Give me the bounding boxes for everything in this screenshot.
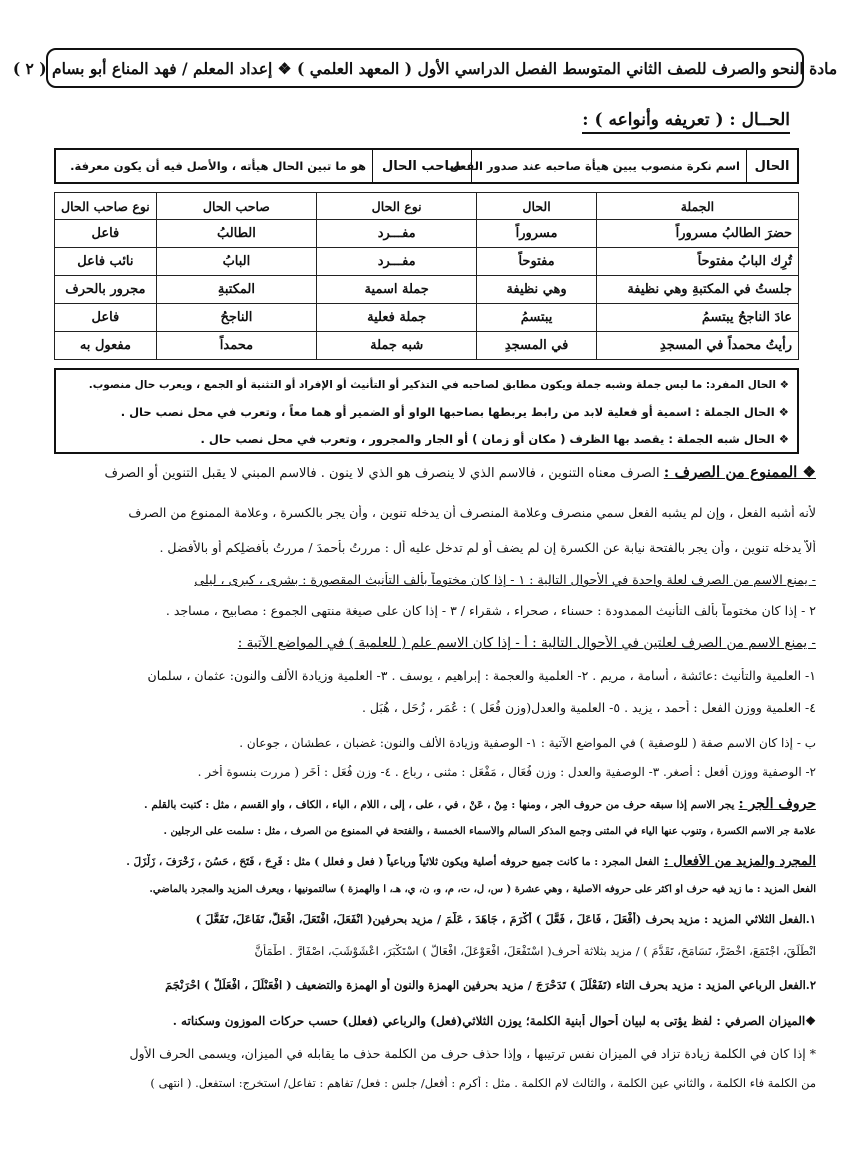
paragraph-line: ٢- الوصفية ووزن أفعل : أصغر. ٣- الوصفية والعدل : وزن فُعَال ، مَفْعَل : مثنى ، رباع . ٤- وزن فُعَل : أُخَر ( مررت بنسوة أخر . (197, 765, 816, 779)
table-cell: مفـــرد (317, 248, 477, 276)
table-cell: مسروراً (477, 220, 597, 248)
definition-box (54, 148, 799, 184)
line-text: يجر الاسم إذا سبقه حرف من حروف الجر ، ومنها : مِنْ ، عَنْ ، في ، على ، إلى ، اللام ، الباء ، الكاف ، واو القسم ، مثل : كتبت بالقلم . (144, 799, 735, 811)
paragraph-line: * إذا كان في الكلمة زيادة تزاد في الميزان نفس ترتيبها ، وإذا حذف حرف من الكلمة حذف ما يقابله في الميزان، ويسمى الحرف الأول (129, 1046, 816, 1061)
paragraph-line: علامة جر الاسم الكسرة ، وتنوب عنها الياء في المثنى وجمع المذكر السالم والأسماء الخمسة ، والفتحة في الممنوع من الصرف ، مثل : سلمت على الرجلين . (163, 826, 816, 837)
table-cell: عادَ الناجحُ يبتسمُ (596, 304, 798, 332)
col-header: نوع الحال (317, 193, 477, 220)
document-header (12, 48, 838, 88)
sahib-definition: هو ما تبين الحال هيأته ، والأصل فيه أن يكون معرفة. (70, 159, 366, 173)
table-cell: شبه جملة (317, 332, 477, 360)
mujarrad-heading: المجرد والمزيد من الأفعال : (663, 854, 816, 869)
table-row (55, 248, 799, 276)
line-text: الصرف معناه التنوين ، فالاسم الذي لا ينصرف هو الذي لا ينون . فالاسم المبني لا يقبل التنوين أو الصرف (104, 466, 660, 481)
table-cell: المكتبةِ (156, 276, 316, 304)
huruf-heading: حروف الجر : (738, 796, 816, 812)
table-cell: رأيتُ محمداً في المسجدِ (596, 332, 798, 360)
table-cell: الطالبُ (156, 220, 316, 248)
paragraph-line: ١.الفعل الثلاثي المزيد : مزيد بحرف (أَفْعَلَ ، فَاعَلَ ، فَعَّلَ ) أَكْرَمَ ، جَاهَدَ ، عَلَّمَ / مزيد بحرفين( انْفَعَلَ، افْتَعَلَ، افْعَلَّ، تَفَاعَلَ، تَفَعَّلَ ) (195, 912, 816, 926)
table-cell: في المسجدِ (477, 332, 597, 360)
col-header: نوع صاحب الحال (55, 193, 157, 220)
line-text: الفعل المجرد : ما كانت جميع حروفه أصلية ويكون ثلاثياً ورباعياً ( فعل و فعلل ) مثل : فَرِحَ ، فَتَحَ ، حَسُنَ ، زَخْرَفَ ، زَلْزَلَ . (126, 856, 660, 868)
paragraph-line (26, 463, 816, 481)
table-row (55, 220, 799, 248)
table-row (55, 332, 799, 360)
mamnu-heading: ❖ الممنوع من الصرف : (663, 463, 816, 481)
paragraph-line (26, 854, 816, 869)
table-cell: فاعل (55, 220, 157, 248)
paragraph-line: ٢ - إذا كان مختوماً بألف التأنيث الممدودة : حسناء ، صحراء ، شقراء / ٣ - إذا كان على صيغة منتهى الجموع : مصابيح ، مساجد . (165, 603, 816, 618)
table-cell: الناجحُ (156, 304, 316, 332)
table-cell: جلستُ في المكتبةِ وهي نظيفة (596, 276, 798, 304)
table-header-row (55, 193, 799, 220)
paragraph-line: ب - إذا كان الاسم صفة ( للوصفية ) في المواضع الآتية : ١- الوصفية وزيادة الألف والنون: غضبان ، عطشان ، جوعان . (239, 736, 816, 750)
hal-types-notes (54, 368, 799, 454)
paragraph-line: لأنه أشبه الفعل ، وإن لم يشبه الفعل سمي منصرف وعلامة المنصرف أن يدخله تنوين ، وأن يجر بالكسرة ، وعلامة الممنوع من الصرف (128, 505, 816, 520)
table-cell: البابُ (156, 248, 316, 276)
table-cell: حضرَ الطالبُ مسروراً (596, 220, 798, 248)
paragraph-line: ١- العلمية والتأنيث :عائشة ، أسامة ، مريم . ٢- العلمية والعجمة : إبراهيم ، يوسف . ٣- العلمية وزيادة الألف والنون: عثمان ، سلمان (147, 668, 816, 683)
sahib-label: صاحب الحال (372, 150, 471, 182)
table-cell: مفعول به (55, 332, 157, 360)
note-jumla: ❖ الحال الجملة : اسمية أو فعلية لابد من رابط يربطها بصاحبها الواو أو الضمير أو هما معاً ، وتعرب في محل نصب حال . (120, 405, 789, 419)
table-cell: وهي نظيفة (477, 276, 597, 304)
table-cell: يبتسمُ (477, 304, 597, 332)
header-text: مادة النحو والصرف للصف الثاني المتوسط الفصل الدراسي الأول ( المعهد العلمي ) ❖ إعداد المعلم / فهد المناع أبو بسام ( ٢ ) (12, 58, 838, 78)
paragraph-line: ٢.الفعل الرباعي المزيد : مزيد بحرف التاء (تَفَعْلَلَ ) تَدَحْرَجَ / مزيد بحرفين الهمزة والنون أو الهمزة والتضعيف ( افْعَنْلَلَ ، افْعَلَلَّ ) احْرَنْجَمَ (165, 978, 816, 992)
paragraph-line: ٤- العلمية ووزن الفعل : أحمد ، يزيد . ٥- العلمية والعدل(وزن فُعَل ) : عُمَر ، زُحَل ، هُبَل . (361, 700, 816, 715)
hal-examples-table (54, 192, 799, 360)
section-title: الحــال : ( تعريفه وأنواعه ) : (582, 110, 790, 134)
table-cell: مجرور بالحرف (55, 276, 157, 304)
table-cell: تُرِك البابُ مفتوحاً (596, 248, 798, 276)
paragraph-line: انْطَلَقَ، اجْتَمَعَ، اخْضَرَّ، تَسَامَحَ، تَقَدَّمَ ) / مزيد بثلاثة أحرف( اسْتَفْعَلَ، افْعَوْعَلَ، افْعَالَّ ) اسْتَكْبَرَ، اعْشَوْشَبَ، اصْفَارَّ . اطْمَأَنَّ (254, 944, 816, 958)
table-cell: محمداً (156, 332, 316, 360)
paragraph-line (26, 796, 816, 812)
table-cell: جملة اسمية (317, 276, 477, 304)
paragraph-line: الفعل المزيد : ما زيد فيه حرف أو أكثر على حروفه الأصلية ، وهي عشرة ( س، ل، ت، م، و، ن، ي، هـ، ا والهمزة ) سألتمونيها ، ويعرف المزيد والمجرد بالماضي. (149, 884, 816, 895)
paragraph-line: - يمنع الاسم من الصرف لعلتين في الأحوال التالية : أ - إذا كان الاسم علم ( للعلمية ) في المواضع الآتية : (237, 635, 816, 651)
paragraph-line: ألاّ يدخله تنوين ، وأن يجر بالفتحة نيابة عن الكسرة إن لم يضف أو لم تدخل عليه أل : مررتُ بأحمدَ / مررتُ بأفضلِكم أو بالأفضلِ . (159, 540, 816, 555)
table-cell: مفـــرد (317, 220, 477, 248)
table-cell: مفتوحاً (477, 248, 597, 276)
note-shibh-jumla: ❖ الحال شبه الجملة : يقصد بها الظرف ( مكان أو زمان ) أو الجار والمجرور ، وتعرب في محل نصب حال . (200, 432, 789, 446)
table-cell: نائب فاعل (55, 248, 157, 276)
col-header: صاحب الحال (156, 193, 316, 220)
table-row (55, 304, 799, 332)
note-mufrad: ❖ الحال المفرد: ما ليس جملة وشبه جملة ويكون مطابق لصاحبه في التذكير أو التأنيث أو الإفراد أو التثنية أو الجمع ، ويعرب حال منصوب. (88, 379, 789, 391)
hal-label: الحال (746, 150, 797, 182)
table-cell: جملة فعلية (317, 304, 477, 332)
hal-definition: اسم نكرة منصوب يبين هيأة صاحبه عند صدور الفعل. (471, 150, 746, 182)
paragraph-line: - يمنع الاسم من الصرف لعلة واحدة في الأحوال التالية : ١ - إذا كان مختوماً بألف التأنيث المقصورة : بشرى ، كبرى ، ليلى (194, 572, 816, 587)
col-header: الجملة (596, 193, 798, 220)
paragraph-line: ❖الميزان الصرفي : لفظ يؤتى به لبيان أحوال أبنية الكلمة؛ يوزن الثلاثي(فعل) والرباعي (فعلل) حسب حركات الموزون وسكناته . (172, 1014, 816, 1028)
paragraph-line: من الكلمة فاء الكلمة ، والثاني عين الكلمة ، والثالث لام الكلمة . مثل : أكرم : أفعل/ جلس : فعل/ تفاهم : تفاعل/ استخرج: استفعل. ( انتهى ) (150, 1076, 816, 1090)
table-row (55, 276, 799, 304)
col-header: الحال (477, 193, 597, 220)
table-cell: فاعل (55, 304, 157, 332)
